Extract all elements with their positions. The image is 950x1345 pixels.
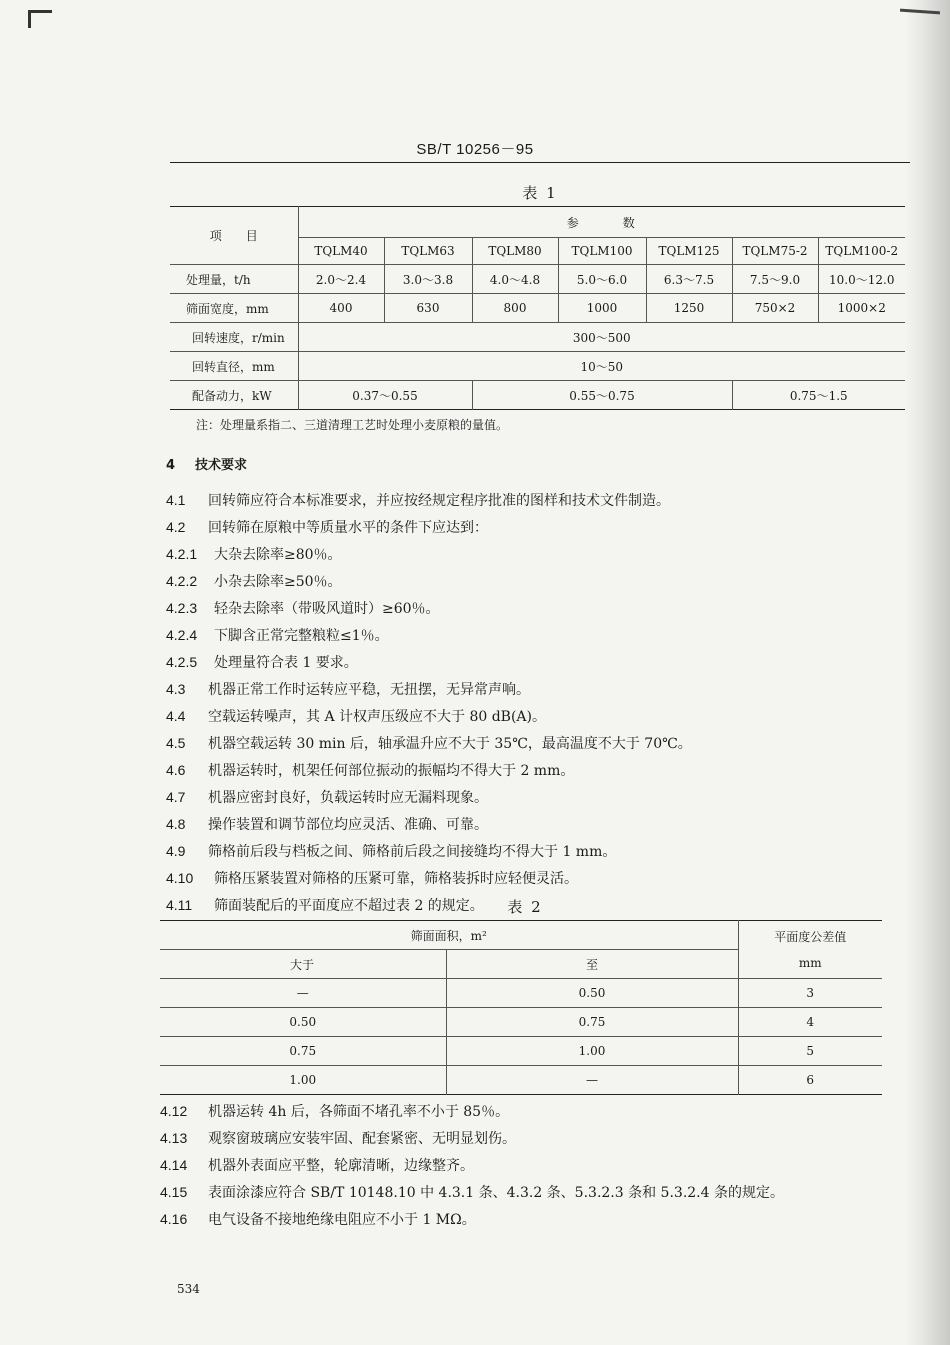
clause-number: 4.12 xyxy=(160,1103,188,1119)
clause-text: 观察窗玻璃应安装牢固、配套紧密、无明显划伤。 xyxy=(208,1131,516,1147)
clause-number: 4.2.1 xyxy=(166,546,198,562)
clause xyxy=(166,784,692,811)
clause-number: 4.4 xyxy=(166,708,186,724)
table-cell: 5 xyxy=(738,1037,882,1066)
table2 xyxy=(160,920,882,1095)
clause-text: 电气设备不接地绝缘电阻应不小于 1 MΩ。 xyxy=(208,1212,476,1228)
page-number: 534 xyxy=(177,1282,200,1296)
clause-text: 筛面装配后的平面度应不超过表 2 的规定。 xyxy=(214,898,484,914)
clause xyxy=(166,595,692,622)
clause-list-2 xyxy=(160,1098,784,1233)
table2-caption: 表 2 xyxy=(507,898,543,916)
table-cell: 0.75 xyxy=(160,1037,446,1066)
model-cell: TQLM80 xyxy=(472,238,558,265)
clause xyxy=(166,676,692,703)
clause xyxy=(166,730,692,757)
model-cell: TQLM100 xyxy=(558,238,646,265)
table-cell: 5.0～6.0 xyxy=(558,265,646,294)
scan-edge-shadow xyxy=(905,0,950,1345)
table-cell: 6.3～7.5 xyxy=(646,265,732,294)
table-cell: 4.0～4.8 xyxy=(472,265,558,294)
table-cell: 7.5～9.0 xyxy=(732,265,818,294)
table1-caption: 表 1 xyxy=(522,184,558,202)
clause-text: 处理量符合表 1 要求。 xyxy=(214,655,358,671)
clause-text: 小杂去除率≥50％。 xyxy=(214,574,342,590)
clause-text: 筛格前后段与档板之间、筛格前后段之间接缝均不得大于 1 mm。 xyxy=(208,844,617,860)
clause-text: 轻杂去除率（带吸风道时）≥60％。 xyxy=(214,601,440,617)
section-title: 技术要求 xyxy=(195,458,248,473)
table-cell: 0.50 xyxy=(446,979,738,1008)
table-cell: 0.50 xyxy=(160,1008,446,1037)
table-row xyxy=(160,1008,882,1037)
section-number: 4 xyxy=(166,458,176,473)
clause-text: 回转筛在原粮中等质量水平的条件下应达到： xyxy=(208,520,488,536)
clause-text: 机器应密封良好，负载运转时应无漏料现象。 xyxy=(208,790,488,806)
clause-number: 4.2.3 xyxy=(166,600,198,616)
clause xyxy=(166,703,692,730)
table-cell: 1000×2 xyxy=(818,294,905,323)
row-label: 回转直径，mm xyxy=(170,352,298,381)
clause-number: 4.2.4 xyxy=(166,627,198,643)
scan-corner-mark xyxy=(28,10,31,28)
clause xyxy=(166,568,692,595)
table-cell: 3 xyxy=(738,979,882,1008)
clause-text: 机器正常工作时运转应平稳，无扭摆，无异常声响。 xyxy=(208,682,530,698)
clause-text: 大杂去除率≥80％。 xyxy=(214,547,342,563)
clause-number: 4.3 xyxy=(166,681,186,697)
clause xyxy=(166,649,692,676)
clause xyxy=(166,541,692,568)
clause-number: 4.2.5 xyxy=(166,654,198,670)
table2-header-area: 筛面面积，m² xyxy=(410,928,487,943)
clause xyxy=(160,1098,784,1125)
clause-number: 4.2.2 xyxy=(166,573,198,589)
table-row xyxy=(170,381,905,410)
row-label: 回转速度，r/min xyxy=(170,323,298,352)
clause-text: 机器外表面应平整，轮廓清晰，边缘整齐。 xyxy=(208,1158,474,1174)
clause-number: 4.14 xyxy=(160,1157,188,1173)
model-cell: TQLM100-2 xyxy=(818,238,905,265)
table-row xyxy=(160,979,882,1008)
clause-list xyxy=(166,487,692,919)
clause-number: 4.5 xyxy=(166,735,186,751)
clause-number: 4.10 xyxy=(166,870,194,886)
table1 xyxy=(170,206,905,410)
table-row xyxy=(170,323,905,352)
clause xyxy=(166,838,692,865)
clause xyxy=(166,811,692,838)
table-cell: 1.00 xyxy=(160,1066,446,1095)
clause-number: 4.13 xyxy=(160,1130,188,1146)
table-row xyxy=(170,294,905,323)
clause xyxy=(160,1125,784,1152)
table1-header-params: 参 数 xyxy=(298,207,905,238)
clause-number: 4.16 xyxy=(160,1211,188,1227)
table-cell-merged: 300～500 xyxy=(298,323,905,352)
table-cell: — xyxy=(446,1066,738,1095)
table1-note: 注：处理量系指二、三道清理工艺时处理小麦原粮的量值。 xyxy=(196,418,509,432)
table-cell: 3.0～3.8 xyxy=(384,265,472,294)
table2-header-tolerance xyxy=(738,921,882,979)
table-cell-merged: 10～50 xyxy=(298,352,905,381)
clause-number: 4.1 xyxy=(166,492,186,508)
clause-number: 4.11 xyxy=(166,897,193,913)
clause-number: 4.9 xyxy=(166,843,186,859)
table-row xyxy=(160,1037,882,1066)
standard-number: SB/T 10256－95 xyxy=(416,141,534,158)
model-cell: TQLM125 xyxy=(646,238,732,265)
table-cell: 1000 xyxy=(558,294,646,323)
table-cell-group: 0.37～0.55 xyxy=(298,381,472,410)
table-cell: 0.75 xyxy=(446,1008,738,1037)
clause-text: 回转筛应符合本标准要求，并应按经规定程序批准的图样和技术文件制造。 xyxy=(208,493,670,509)
table-cell: 10.0～12.0 xyxy=(818,265,905,294)
table-cell: 630 xyxy=(384,294,472,323)
table-cell-group: 0.55～0.75 xyxy=(472,381,732,410)
clause xyxy=(160,1179,784,1206)
model-cell: TQLM75-2 xyxy=(732,238,818,265)
clause xyxy=(160,1152,784,1179)
table-row xyxy=(170,265,905,294)
table-cell: 1.00 xyxy=(446,1037,738,1066)
row-label: 配备动力，kW xyxy=(170,381,298,410)
table-cell: 1250 xyxy=(646,294,732,323)
tolerance-label: 平面度公差值 xyxy=(774,929,847,944)
clause xyxy=(166,865,692,892)
table-row xyxy=(160,1066,882,1095)
table1-header-item: 项 目 xyxy=(209,229,258,243)
clause-number: 4.6 xyxy=(166,762,186,778)
model-cell: TQLM63 xyxy=(384,238,472,265)
clause-text: 机器运转时，机架任何部位振动的振幅均不得大于 2 mm。 xyxy=(208,763,575,779)
table2-header-greater: 大于 xyxy=(160,950,446,979)
table-cell: 400 xyxy=(298,294,384,323)
table-cell: 750×2 xyxy=(732,294,818,323)
tolerance-unit: mm xyxy=(798,955,822,970)
clause-text: 筛格压紧装置对筛格的压紧可靠，筛格装拆时应轻便灵活。 xyxy=(214,871,578,887)
section-heading xyxy=(166,454,247,473)
clause-number: 4.2 xyxy=(166,519,186,535)
clause xyxy=(166,757,692,784)
clause-number: 4.8 xyxy=(166,816,186,832)
table-cell: — xyxy=(160,979,446,1008)
table-cell-group: 0.75～1.5 xyxy=(732,381,905,410)
row-label: 处理量，t/h xyxy=(170,265,298,294)
table-cell: 2.0～2.4 xyxy=(298,265,384,294)
clause xyxy=(166,622,692,649)
table-cell: 4 xyxy=(738,1008,882,1037)
table2-header-to: 至 xyxy=(446,950,738,979)
table-cell: 6 xyxy=(738,1066,882,1095)
clause xyxy=(160,1206,784,1233)
clause-text: 操作装置和调节部位均应灵活、准确、可靠。 xyxy=(208,817,488,833)
clause-text: 空载运转噪声，其 A 计权声压级应不大于 80 dB(A)。 xyxy=(208,709,547,725)
clause-number: 4.15 xyxy=(160,1184,188,1200)
table-cell: 800 xyxy=(472,294,558,323)
clause-text: 机器空载运转 30 min 后，轴承温升应不大于 35℃，最高温度不大于 70℃。 xyxy=(208,736,692,752)
clause xyxy=(166,514,692,541)
scan-corner-mark xyxy=(28,10,52,13)
header-rule xyxy=(170,162,910,163)
clause-text: 机器运转 4h 后，各筛面不堵孔率不小于 85％。 xyxy=(208,1104,510,1120)
clause-text: 表面涂漆应符合 SB/T 10148.10 中 4.3.1 条、4.3.2 条、5.3.2.3 条和 5.3.2.4 条的规定。 xyxy=(208,1185,784,1201)
row-label: 筛面宽度，mm xyxy=(170,294,298,323)
clause-number: 4.7 xyxy=(166,789,186,805)
clause xyxy=(166,487,692,514)
clause-text: 下脚含正常完整粮粒≤1％。 xyxy=(214,628,389,644)
model-cell: TQLM40 xyxy=(298,238,384,265)
table-row xyxy=(170,352,905,381)
